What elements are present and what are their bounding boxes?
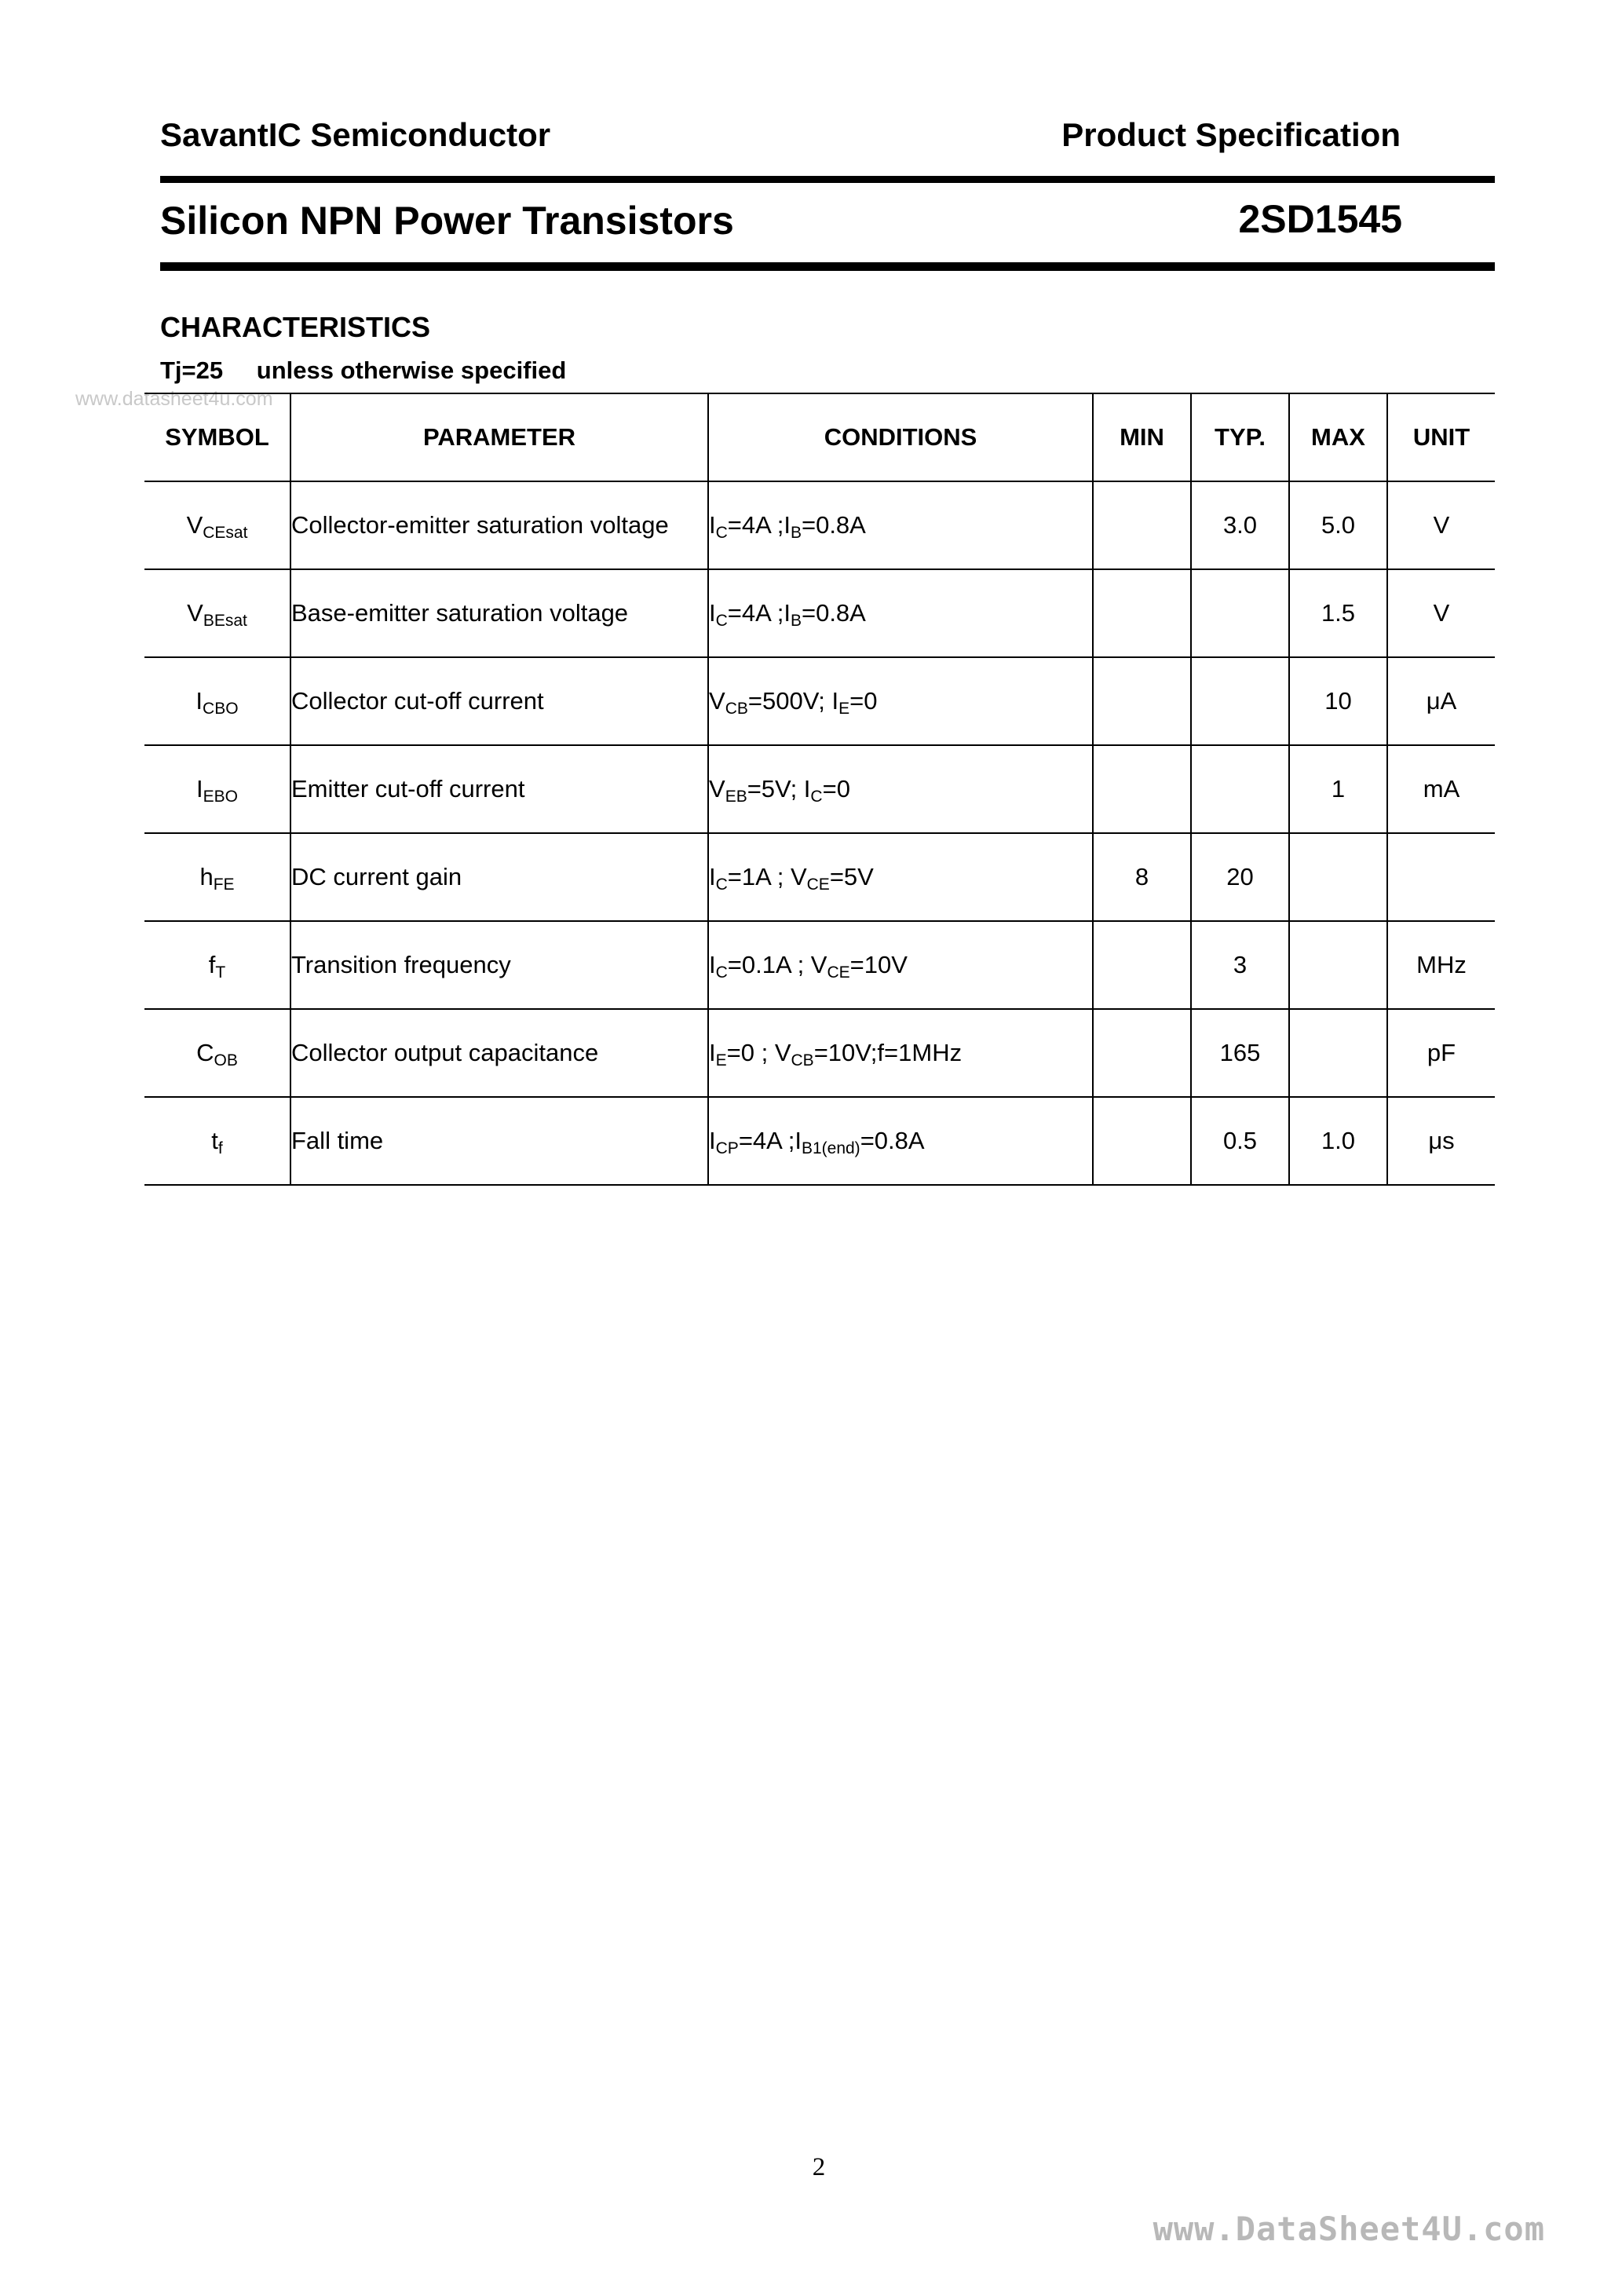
- watermark-top: www.datasheet4u.com: [75, 388, 273, 410]
- symbol-subscript: CEsat: [203, 524, 248, 542]
- condition-text: =500V; I: [747, 687, 839, 715]
- max-cell: 5.0: [1289, 481, 1387, 569]
- header-unit: UNIT: [1387, 393, 1495, 481]
- parameter-cell: Collector cut-off current: [290, 657, 708, 745]
- conditions-cell: [708, 481, 1093, 569]
- unit-cell: μA: [1387, 657, 1495, 745]
- symbol-main: C: [196, 1039, 214, 1066]
- condition-text: =0: [822, 775, 850, 803]
- table-row: [144, 833, 1495, 921]
- typ-cell: 0.5: [1191, 1097, 1289, 1185]
- header-conditions: CONDITIONS: [708, 393, 1093, 481]
- condition-text: =1A ; V: [727, 863, 807, 890]
- max-cell: 10: [1289, 657, 1387, 745]
- header-typ: TYP.: [1191, 393, 1289, 481]
- symbol-cell: [144, 745, 290, 833]
- min-cell: 8: [1093, 833, 1191, 921]
- symbol-cell: [144, 569, 290, 657]
- unit-cell: pF: [1387, 1009, 1495, 1097]
- condition-text: I: [709, 1127, 716, 1154]
- table-row: [144, 1097, 1495, 1185]
- symbol-subscript: T: [215, 963, 226, 982]
- condition-text: V: [709, 775, 725, 803]
- header-min: MIN: [1093, 393, 1191, 481]
- max-cell: [1289, 833, 1387, 921]
- typ-cell: [1191, 569, 1289, 657]
- symbol-subscript: FE: [213, 876, 235, 894]
- symbol-cell: [144, 833, 290, 921]
- symbol-main: V: [187, 599, 203, 627]
- unit-cell: V: [1387, 569, 1495, 657]
- conditions-cell: [708, 921, 1093, 1009]
- section-title: CHARACTERISTICS: [160, 311, 431, 343]
- table-row: [144, 657, 1495, 745]
- header-max: MAX: [1289, 393, 1387, 481]
- max-cell: 1.5: [1289, 569, 1387, 657]
- condition-subscript: E: [715, 1051, 727, 1069]
- min-cell: [1093, 921, 1191, 1009]
- condition-subscript: B: [790, 524, 802, 542]
- company-name: SavantIC Semiconductor: [160, 116, 551, 153]
- unit-cell: [1387, 833, 1495, 921]
- condition-text: I: [709, 599, 716, 627]
- parameter-cell: Emitter cut-off current: [290, 745, 708, 833]
- symbol-subscript: BEsat: [203, 612, 247, 630]
- parameter-cell: DC current gain: [290, 833, 708, 921]
- top-rule: [160, 176, 1495, 183]
- symbol-main: f: [208, 951, 216, 978]
- parameter-cell: Base-emitter saturation voltage: [290, 569, 708, 657]
- symbol-main: I: [195, 687, 203, 715]
- condition-text: =5V: [829, 863, 874, 890]
- condition-text: I: [709, 511, 716, 539]
- condition-subscript: CB: [791, 1051, 814, 1069]
- table-row: [144, 569, 1495, 657]
- header-parameter: PARAMETER: [290, 393, 708, 481]
- table-header-row: [144, 393, 1495, 481]
- condition-text: =0.1A ; V: [727, 951, 827, 978]
- page-number: 2: [812, 2153, 826, 2181]
- condition-text: =0.8A: [801, 511, 866, 539]
- max-cell: 1: [1289, 745, 1387, 833]
- condition-text: =0.8A: [801, 599, 866, 627]
- conditions-cell: [708, 657, 1093, 745]
- watermark-bottom: www.DataSheet4U.com: [1153, 2210, 1545, 2248]
- table-row: [144, 921, 1495, 1009]
- min-cell: [1093, 657, 1191, 745]
- condition-subscript: C: [715, 876, 728, 894]
- condition-text: =5V; I: [747, 775, 811, 803]
- condition-text: =10V: [849, 951, 908, 978]
- condition-text: V: [709, 687, 725, 715]
- parameter-cell: Collector-emitter saturation voltage: [290, 481, 708, 569]
- typ-cell: [1191, 745, 1289, 833]
- unit-cell: MHz: [1387, 921, 1495, 1009]
- symbol-subscript: CBO: [203, 700, 239, 718]
- max-cell: [1289, 1009, 1387, 1097]
- temperature-value: Tj=25: [160, 356, 224, 384]
- symbol-main: h: [199, 863, 214, 890]
- condition-text: I: [709, 863, 716, 890]
- condition-text: =0.8A: [860, 1127, 925, 1154]
- condition-subscript: CE: [827, 963, 850, 982]
- min-cell: [1093, 569, 1191, 657]
- symbol-cell: [144, 657, 290, 745]
- conditions-cell: [708, 833, 1093, 921]
- condition-subscript: C: [715, 524, 728, 542]
- unit-cell: μs: [1387, 1097, 1495, 1185]
- unit-cell: mA: [1387, 745, 1495, 833]
- condition-subscript: C: [715, 612, 728, 630]
- table-row: [144, 481, 1495, 569]
- typ-cell: 20: [1191, 833, 1289, 921]
- condition-subscript: EB: [725, 788, 747, 806]
- condition-subscript: CB: [725, 700, 748, 718]
- max-cell: [1289, 921, 1387, 1009]
- parameter-cell: Fall time: [290, 1097, 708, 1185]
- conditions-cell: [708, 569, 1093, 657]
- condition-text: =4A ;I: [738, 1127, 802, 1154]
- condition-text: =10V;f=1MHz: [813, 1039, 963, 1066]
- condition-text: =4A ;I: [727, 599, 791, 627]
- document-type: Product Specification: [1061, 116, 1401, 153]
- condition-text: =0: [849, 687, 878, 715]
- min-cell: [1093, 1097, 1191, 1185]
- typ-cell: [1191, 657, 1289, 745]
- condition-subscript: E: [838, 700, 850, 718]
- condition-subscript: B: [790, 612, 802, 630]
- symbol-subscript: EBO: [203, 788, 238, 806]
- temperature-condition: [160, 356, 566, 385]
- header-symbol: SYMBOL: [144, 393, 290, 481]
- symbol-subscript: OB: [214, 1051, 238, 1069]
- min-cell: [1093, 1009, 1191, 1097]
- symbol-cell: [144, 1009, 290, 1097]
- typ-cell: 3: [1191, 921, 1289, 1009]
- condition-subscript: C: [810, 788, 823, 806]
- min-cell: [1093, 481, 1191, 569]
- conditions-cell: [708, 1097, 1093, 1185]
- symbol-subscript: f: [217, 1139, 223, 1157]
- characteristics-table: [144, 393, 1495, 1186]
- symbol-main: I: [196, 775, 203, 803]
- condition-text: =0 ; V: [726, 1039, 791, 1066]
- condition-subscript: CP: [715, 1139, 739, 1157]
- typ-cell: 165: [1191, 1009, 1289, 1097]
- symbol-cell: [144, 481, 290, 569]
- symbol-cell: [144, 1097, 290, 1185]
- min-cell: [1093, 745, 1191, 833]
- product-line-title: Silicon NPN Power Transistors: [160, 199, 734, 243]
- conditions-cell: [708, 1009, 1093, 1097]
- typ-cell: 3.0: [1191, 481, 1289, 569]
- symbol-cell: [144, 921, 290, 1009]
- condition-subscript: CE: [806, 876, 830, 894]
- max-cell: 1.0: [1289, 1097, 1387, 1185]
- condition-text: I: [709, 1039, 716, 1066]
- part-number: 2SD1545: [1238, 197, 1402, 241]
- unit-cell: V: [1387, 481, 1495, 569]
- condition-text: =4A ;I: [727, 511, 791, 539]
- condition-subscript: C: [715, 963, 728, 982]
- table-row: [144, 745, 1495, 833]
- symbol-main: V: [186, 511, 203, 539]
- table-row: [144, 1009, 1495, 1097]
- condition-text: I: [709, 951, 716, 978]
- temperature-note: unless otherwise specified: [256, 356, 567, 384]
- conditions-cell: [708, 745, 1093, 833]
- symbol-main: t: [211, 1127, 218, 1154]
- condition-subscript: B1(end): [801, 1139, 860, 1157]
- parameter-cell: Transition frequency: [290, 921, 708, 1009]
- bottom-rule: [160, 262, 1495, 271]
- parameter-cell: Collector output capacitance: [290, 1009, 708, 1097]
